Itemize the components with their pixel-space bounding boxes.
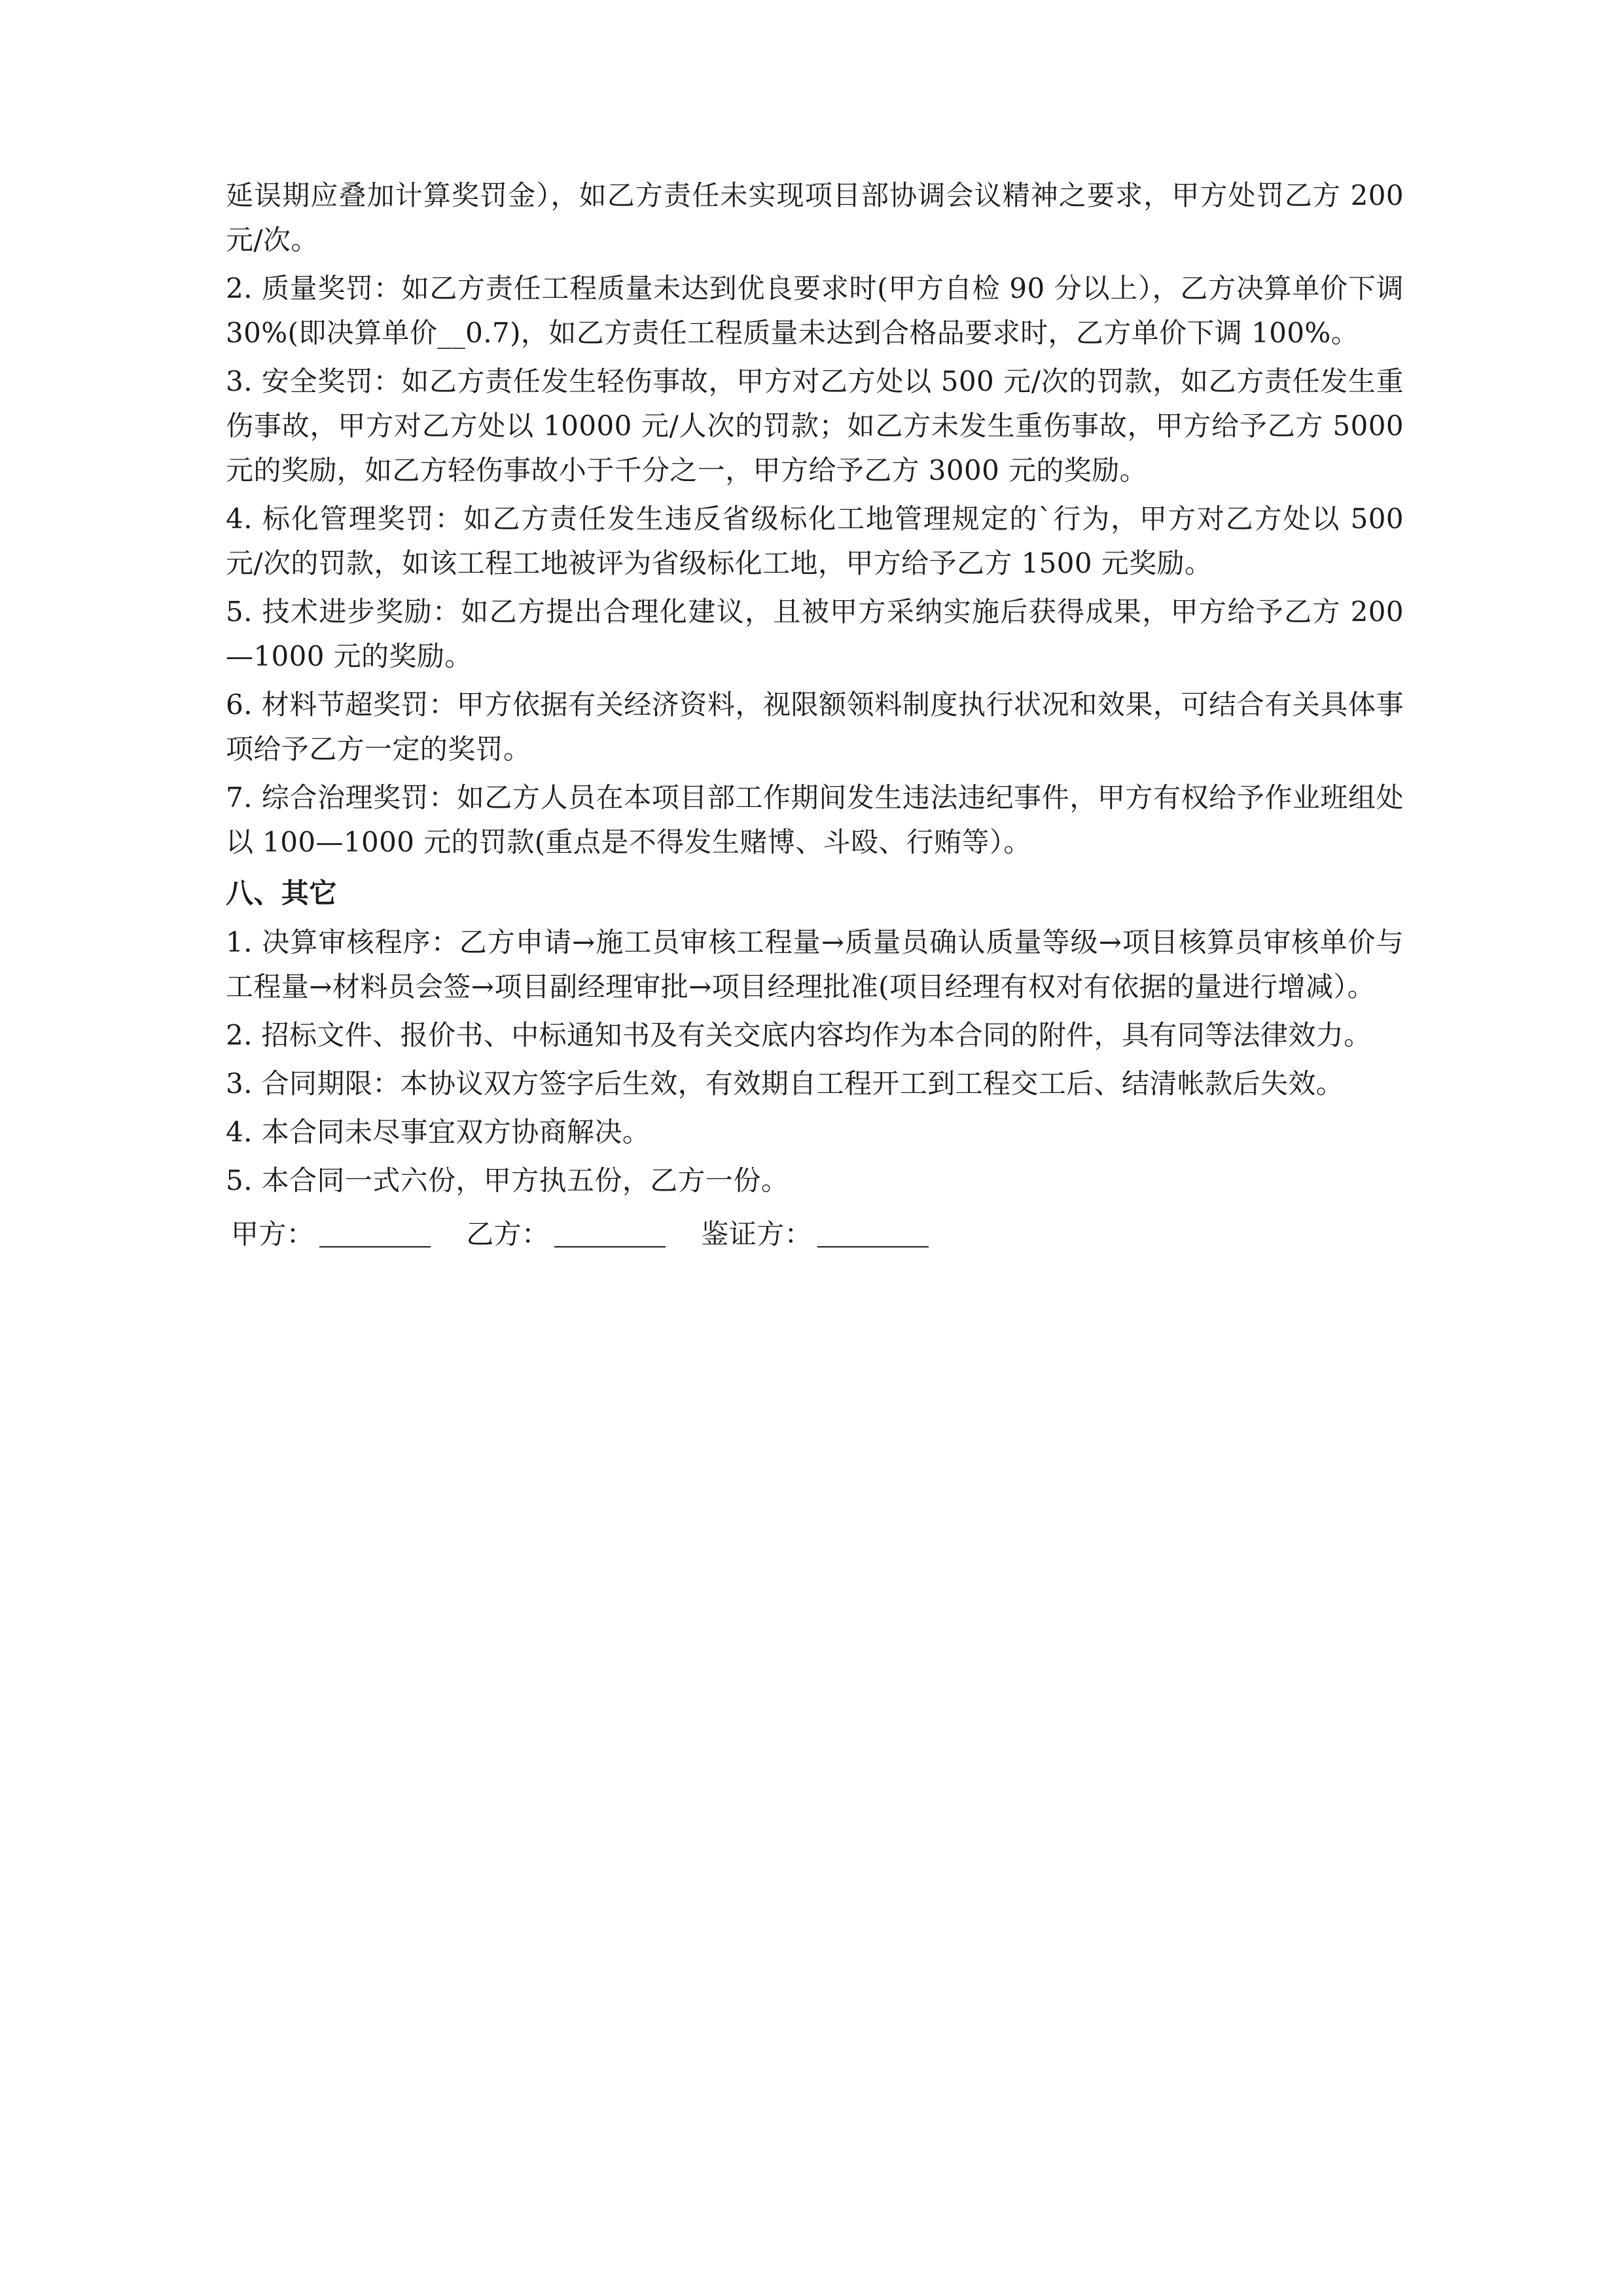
paragraph-material-reward: 6. 材料节超奖罚：甲方依据有关经济资料，视限额领料制度执行状况和效果，可结合有关具体事项给予乙方一定的奖罚。 [226, 689, 1404, 766]
signature-line [226, 1212, 1404, 1257]
paragraph-safety-reward: 3. 安全奖罚：如乙方责任发生轻伤事故，甲方对乙方处以 500 元/次的罚款，如乙方责任发生重伤事故，甲方对乙方处以 10000 元/人次的罚款；如乙方未发生重伤事故，甲方给予乙方 5000 元的奖励，如乙方轻伤事故小于千分之一，甲方给予乙方 3000 元的奖励。 [226, 365, 1404, 487]
paragraph-comprehensive-reward: 7. 综合治理奖罚：如乙方人员在本项目部工作期间发生违法违纪事件，甲方有权给予作业班组处以 100—1000 元的罚款(重点是不得发生赌博、斗殴、行贿等）。 [226, 781, 1404, 859]
paragraph-quality-reward: 2. 质量奖罚：如乙方责任工程质量未达到优良要求时(甲方自检 90 分以上），乙方决算单价下调 30%(即决算单价__0.7)，如乙方责任工程质量未达到合格品要求时，乙方单价下调 100%。 [226, 272, 1404, 350]
paragraph-standardization-reward: 4. 标化管理奖罚：如乙方责任发生违反省级标化工地管理规定的`行为，甲方对乙方处以 500 元/次的罚款，如该工程工地被评为省级标化工地，甲方给予乙方 1500 元奖励。 [226, 503, 1404, 580]
party-a-label: 甲方： [231, 1217, 315, 1250]
witness-label: 鉴证方： [701, 1217, 813, 1250]
party-b-signature-blank[interactable] [554, 1221, 666, 1247]
party-b-label: 乙方： [466, 1217, 550, 1250]
paragraph-attachments: 2. 招标文件、报价书、中标通知书及有关交底内容均作为本合同的附件，具有同等法律效力。 [226, 1018, 1372, 1051]
document-body [226, 173, 1404, 1257]
paragraph-continuation: 延误期应叠加计算奖罚金），如乙方责任未实现项目部协调会议精神之要求，甲方处罚乙方 200 元/次。 [226, 179, 1404, 257]
paragraph-technology-reward: 5. 技术进步奖励：如乙方提出合理化建议，且被甲方采纳实施后获得成果，甲方给予乙方 200—1000 元的奖励。 [226, 596, 1404, 673]
section-heading-other: 八、其它 [226, 877, 337, 910]
paragraph-unresolved-matters: 4. 本合同未尽事宜双方协商解决。 [226, 1115, 651, 1148]
paragraph-settlement-procedure: 1. 决算审核程序：乙方申请→施工员审核工程量→质量员确认质量等级→项目核算员审核单价与工程量→材料员会签→项目副经理审批→项目经理批准(项目经理有权对有依据的量进行增减）。 [226, 925, 1404, 1003]
witness-signature-blank[interactable] [817, 1221, 929, 1247]
paragraph-copies: 5. 本合同一式六份，甲方执五份，乙方一份。 [226, 1164, 789, 1196]
party-a-signature-blank[interactable] [319, 1221, 431, 1247]
paragraph-contract-term: 3. 合同期限：本协议双方签字后生效，有效期自工程开工到工程交工后、结清帐款后失效。 [226, 1067, 1344, 1100]
